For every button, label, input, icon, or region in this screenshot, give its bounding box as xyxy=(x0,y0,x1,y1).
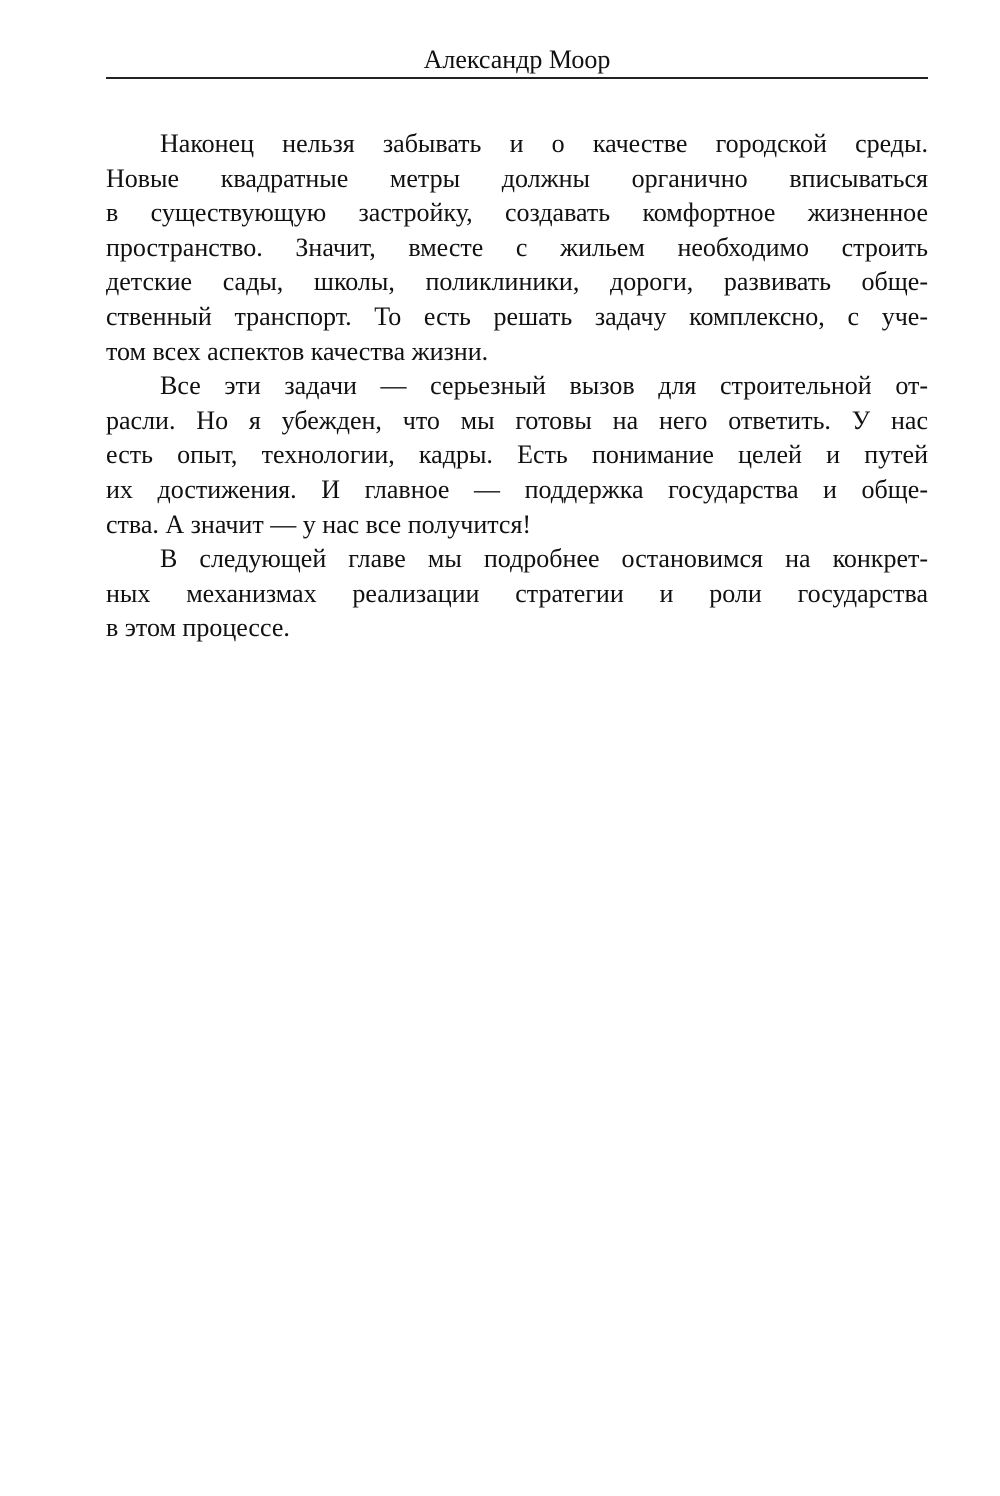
header-rule xyxy=(106,77,928,79)
text-line: Наконец нельзя забывать и о качестве городской среды. xyxy=(160,129,928,158)
text-line: расли. Но я убежден, что мы готовы на него ответить. У нас xyxy=(106,405,928,435)
text-line: ных механизмах реализации стратегии и роли государства xyxy=(106,578,928,608)
running-head-author: Александр Моор xyxy=(423,45,611,74)
text-line: В следующей главе мы подробнее остановимся на конкрет- xyxy=(160,544,928,574)
text-line: детские сады, школы, поликлиники, дороги, развивать обще- xyxy=(106,267,928,297)
paragraph-1 xyxy=(106,127,928,369)
paragraph-2 xyxy=(106,369,928,542)
text-line: том всех аспектов качества жизни. xyxy=(106,336,489,366)
text-line: Все эти задачи — серьезный вызов для строительной от- xyxy=(160,371,928,401)
text-line: их достижения. И главное — поддержка государства и обще- xyxy=(106,474,928,504)
text-line: Новые квадратные метры должны органично вписываться xyxy=(106,163,928,193)
body-text xyxy=(106,127,928,646)
text-line: в этом процессе. xyxy=(106,613,290,643)
text-line: в существующую застройку, создавать комфортное жизненное xyxy=(106,198,928,228)
paragraph-3 xyxy=(106,542,928,646)
text-line: ственный транспорт. То есть решать задачу комплексно, с уче- xyxy=(106,301,928,331)
text-line: пространство. Значит, вместе с жильем необходимо строить xyxy=(106,232,928,262)
text-line: ства. А значит — у нас все получится! xyxy=(106,509,532,539)
text-line: есть опыт, технологии, кадры. Есть понимание целей и путей xyxy=(106,440,928,470)
